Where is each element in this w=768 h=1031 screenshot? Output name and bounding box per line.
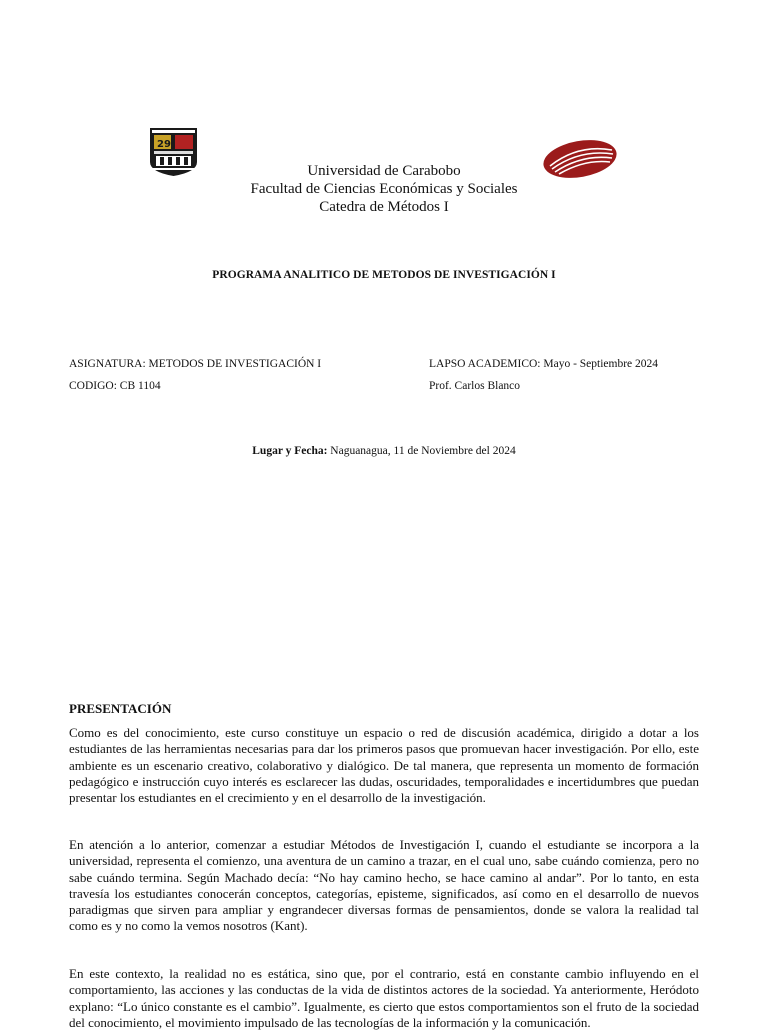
chair-name: Catedra de Métodos I (319, 199, 449, 215)
subject-field: ASIGNATURA: METODOS DE INVESTIGACIÓN I (69, 358, 322, 370)
place-date-label: Lugar y Fecha: (252, 445, 328, 457)
presentation-paragraph: Como es del conocimiento, este curso constituye un espacio o red de discusión académica, dirigido a dotar a los estudiantes de las herramientas necesarias para dar los primeros pasos que promuevan hacer investigación. Por ello, este ambiente es un escenario creativo, colaborativo y dialógico. De tal manera, que representa un momento de formación pedagógico e instrucción cuyo interés es esclarecer las dudas, oscuridades, temporalidades e incertidumbres que puedan presentar los estudiantes en el crecimiento y en el desarrollo de la investigación. (69, 725, 699, 806)
program-title: PROGRAMA ANALITICO DE METODOS DE INVESTIGACIÓN I (212, 269, 556, 281)
presentation-paragraph: En este contexto, la realidad no es estática, sino que, por el contrario, está en constante cambio influyendo en el comportamiento, las acciones y las conductas de la vida de distintos actores de la sociedad. Ya anteriormente, Heródoto explano: “Lo único constante es el cambio”. Igualmente, es cierto que estos comportamientos son el fruto de la sociedad del conocimiento, el movimiento impulsado de las tecnologías de la información y la comunicación. (69, 966, 699, 1030)
place-date-value: Naguanagua, 11 de Noviembre del 2024 (327, 445, 516, 457)
code-field: CODIGO: CB 1104 (69, 380, 161, 392)
academic-period-field: LAPSO ACADEMICO: Mayo - Septiembre 2024 (429, 358, 659, 370)
university-name: Universidad de Carabobo (307, 163, 461, 179)
section-heading-presentation: PRESENTACIÓN (69, 701, 172, 716)
professor-field: Prof. Carlos Blanco (429, 380, 521, 392)
svg-text:29: 29 (157, 139, 171, 150)
faculty-name: Facultad de Ciencias Económicas y Sociales (250, 181, 518, 197)
institution-header (0, 162, 768, 216)
presentation-paragraph: En atención a lo anterior, comenzar a estudiar Métodos de Investigación I, cuando el estudiante se incorpora a la universidad, representa el comienzo, una aventura de un camino a trazar, en el cual uno, sabe cuándo comienza, pero no sabe cuándo termina. Según Machado decía: “No hay camino hecho, se hace camino al andar”. Por lo tanto, en esta travesía los estudiantes conocerán conceptos, categorías, episteme, significados, así como en el desarrollo de nuevos paradigmas que sirven para ampliar y engrandecer diversas formas de pensamientos, donde se valora la realidad tal como es y no como la vemos nosotros (Kant). (69, 837, 699, 934)
place-date (0, 445, 768, 457)
